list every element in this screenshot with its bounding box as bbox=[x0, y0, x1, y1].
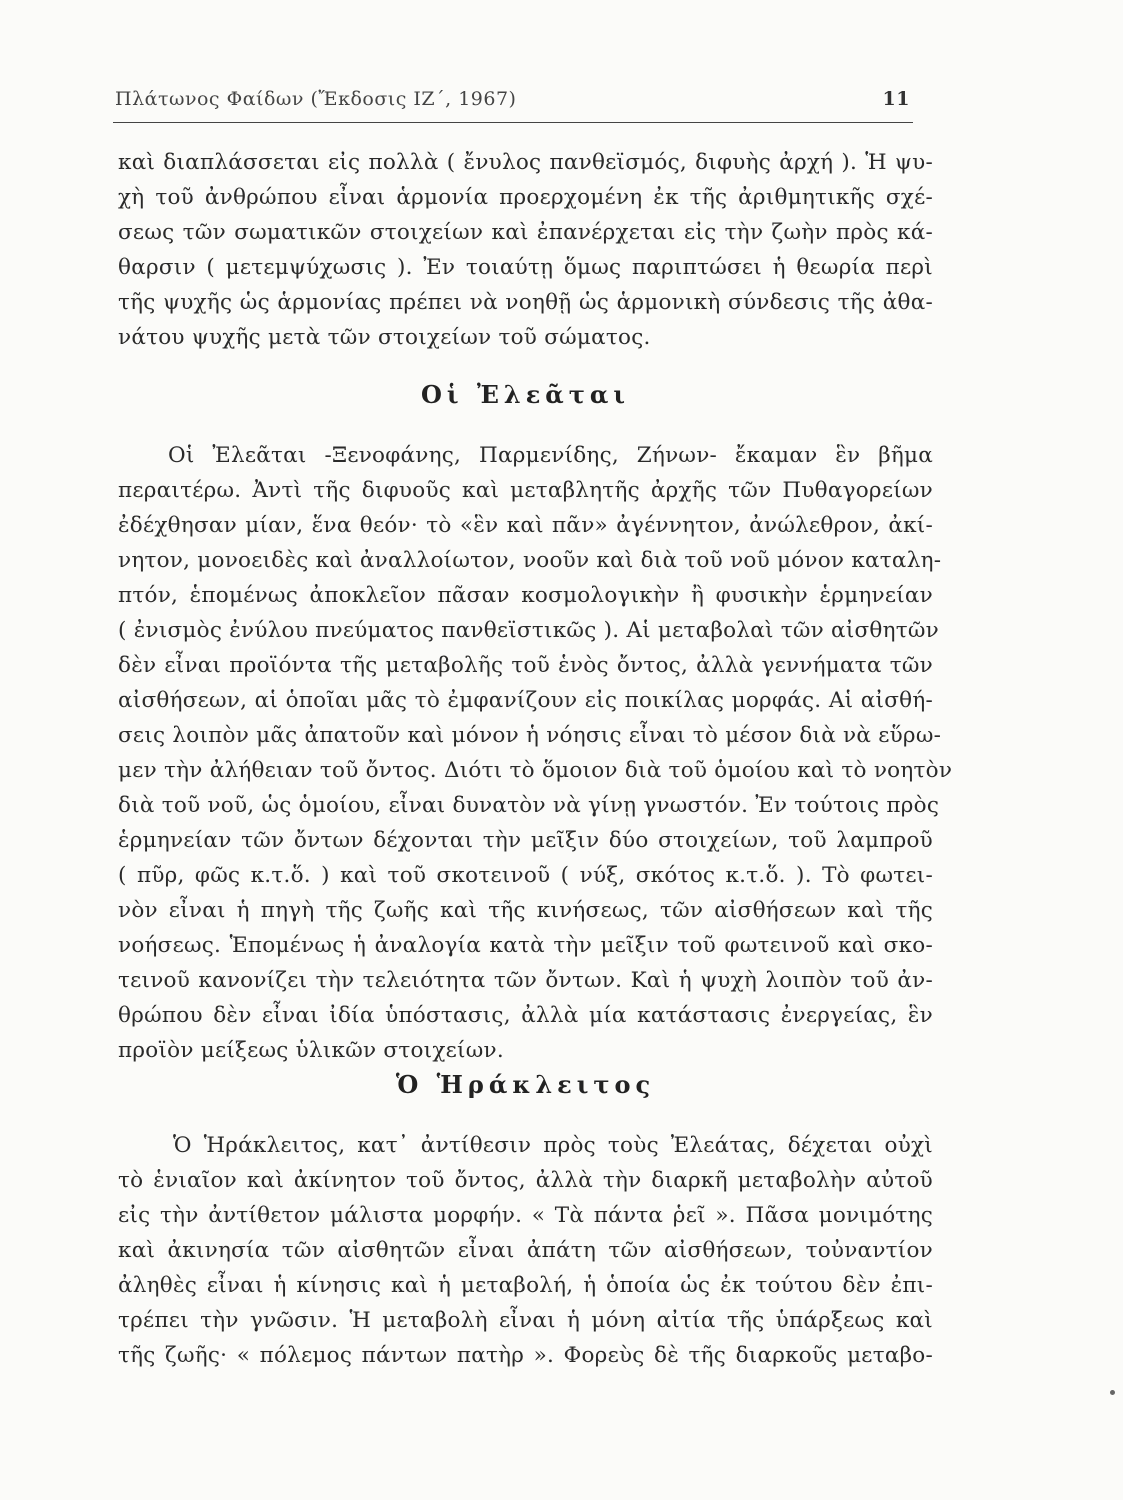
text-line: ἐδέχθησαν μίαν, ἕνα θεόν· τὸ «ἓν καὶ πᾶν» ἀγέννητον, ἀνώλεθρον, ἀκί- bbox=[118, 513, 933, 538]
text-line: Οἱ Ἐλεᾶται -Ξενοφάνης, Παρμενίδης, Ζήνων- ἔκαμαν ἓν βῆμα bbox=[168, 443, 933, 468]
text-line: θρώπου δὲν εἶναι ἰδία ὑπόστασις, ἀλλὰ μία κατάστασις ἐνεργείας, ἓν bbox=[118, 1003, 933, 1028]
text-line: χὴ τοῦ ἀνθρώπου εἶναι ἁρμονία προερχομένη ἐκ τῆς ἀριθμητικῆς σχέ- bbox=[118, 185, 933, 210]
running-title: Πλάτωνος Φαίδων (Ἔκδοσις ΙΖ΄, 1967) bbox=[115, 88, 517, 110]
section-heading-eleatics: Οἱ Ἐλεᾶται bbox=[420, 380, 630, 409]
margin-speck bbox=[1110, 1390, 1115, 1395]
text-line: καὶ ἀκινησία τῶν αἰσθητῶν εἶναι ἀπάτη τῶν αἰσθήσεων, τοὐναντίον bbox=[118, 1238, 933, 1263]
text-line: εἰς τὴν ἀντίθετον μάλιστα μορφήν. « Τὰ πάντα ῥεῖ ». Πᾶσα μονιμότης bbox=[118, 1203, 933, 1228]
section-heading-heraclitus: Ὁ Ἡράκλειτος bbox=[395, 1070, 656, 1099]
text-line: θαρσιν ( μετεμψύχωσις ). Ἐν τοιαύτῃ ὅμως παριπτώσει ἡ θεωρία περὶ bbox=[118, 255, 933, 280]
text-line: τὸ ἑνιαῖον καὶ ἀκίνητον τοῦ ὄντος, ἀλλὰ τὴν διαρκῆ μεταβολὴν αὐτοῦ bbox=[118, 1168, 933, 1193]
text-line: τεινοῦ κανονίζει τὴν τελειότητα τῶν ὄντων. Καὶ ἡ ψυχὴ λοιπὸν τοῦ ἀν- bbox=[118, 968, 933, 993]
text-line: σεις λοιπὸν μᾶς ἀπατοῦν καὶ μόνον ἡ νόησις εἶναι τὸ μέσον διὰ νὰ εὕρω- bbox=[118, 723, 942, 748]
text-line: διὰ τοῦ νοῦ, ὡς ὁμοίου, εἶναι δυνατὸν νὰ γίνῃ γνωστόν. Ἐν τούτοις πρὸς bbox=[118, 793, 940, 818]
text-line: νὸν εἶναι ἡ πηγὴ τῆς ζωῆς καὶ τῆς κινήσεως, τῶν αἰσθήσεων καὶ τῆς bbox=[118, 898, 933, 923]
text-line: νοήσεως. Ἑπομένως ἡ ἀναλογία κατὰ τὴν μεῖξιν τοῦ φωτεινοῦ καὶ σκο- bbox=[118, 933, 933, 958]
text-line: ( πῦρ, φῶς κ.τ.ὅ. ) καὶ τοῦ σκοτεινοῦ ( νύξ, σκότος κ.τ.ὅ. ). Τὸ φωτει- bbox=[118, 863, 933, 888]
text-line: περαιτέρω. Ἀντὶ τῆς διφυοῦς καὶ μεταβλητῆς ἀρχῆς τῶν Πυθαγορείων bbox=[118, 478, 933, 503]
text-line: τῆς ζωῆς· « πόλεμος πάντων πατὴρ ». Φορεὺς δὲ τῆς διαρκοῦς μεταβο- bbox=[118, 1343, 933, 1368]
text-line: ἑρμηνείαν τῶν ὄντων δέχονται τὴν μεῖξιν δύο στοιχείων, τοῦ λαμπροῦ bbox=[118, 828, 933, 853]
text-line: σεως τῶν σωματικῶν στοιχείων καὶ ἐπανέρχεται εἰς τὴν ζωὴν πρὸς κά- bbox=[118, 220, 933, 245]
paragraph-pythagoreans bbox=[118, 145, 933, 355]
text-line: τῆς ψυχῆς ὡς ἁρμονίας πρέπει νὰ νοηθῇ ὡς ἁρμονικὴ σύνδεσις τῆς ἀθα- bbox=[118, 290, 933, 315]
paragraph-heraclitus bbox=[118, 1128, 933, 1373]
paragraph-eleatics bbox=[118, 438, 953, 1068]
text-line: δὲν εἶναι προϊόντα τῆς μεταβολῆς τοῦ ἑνὸς ὄντος, ἀλλὰ γεννήματα τῶν bbox=[118, 653, 933, 678]
text-line: αἰσθήσεων, αἱ ὁποῖαι μᾶς τὸ ἐμφανίζουν εἰς ποικίλας μορφάς. Αἱ αἰσθή- bbox=[118, 688, 933, 713]
text-line: τρέπει τὴν γνῶσιν. Ἡ μεταβολὴ εἶναι ἡ μόνη αἰτία τῆς ὑπάρξεως καὶ bbox=[118, 1308, 933, 1333]
text-line: πτόν, ἑπομένως ἀποκλεῖον πᾶσαν κοσμολογικὴν ἢ φυσικὴν ἑρμηνείαν bbox=[118, 583, 933, 608]
text-line: μεν τὴν ἀλήθειαν τοῦ ὄντος. Διότι τὸ ὅμοιον διὰ τοῦ ὁμοίου καὶ τὸ νοητὸν bbox=[118, 758, 953, 783]
text-line: ( ἐνισμὸς ἐνύλου πνεύματος πανθεϊστικῶς ). Αἱ μεταβολαὶ τῶν αἰσθητῶν bbox=[118, 618, 940, 643]
page-number: 11 bbox=[882, 88, 910, 110]
text-line: προϊὸν μείξεως ὑλικῶν στοιχείων. bbox=[118, 1038, 504, 1063]
text-line: ἀληθὲς εἶναι ἡ κίνησις καὶ ἡ μεταβολή, ἡ ὁποία ὡς ἐκ τούτου δὲν ἐπι- bbox=[118, 1273, 933, 1298]
text-line: καὶ διαπλάσσεται εἰς πολλὰ ( ἔνυλος πανθεϊσμός, διφυὴς ἀρχή ). Ἡ ψυ- bbox=[118, 150, 933, 175]
text-line: νητον, μονοειδὲς καὶ ἀναλλοίωτον, νοοῦν καὶ διὰ τοῦ νοῦ μόνον καταλη- bbox=[118, 548, 942, 573]
text-line: νάτου ψυχῆς μετὰ τῶν στοιχείων τοῦ σώματος. bbox=[118, 325, 651, 350]
page-header bbox=[115, 88, 910, 110]
text-line: Ὁ Ἡράκλειτος, κατ᾽ ἀντίθεσιν πρὸς τοὺς Ἐλεάτας, δέχεται οὐχὶ bbox=[173, 1133, 933, 1158]
header-rule bbox=[113, 122, 913, 123]
